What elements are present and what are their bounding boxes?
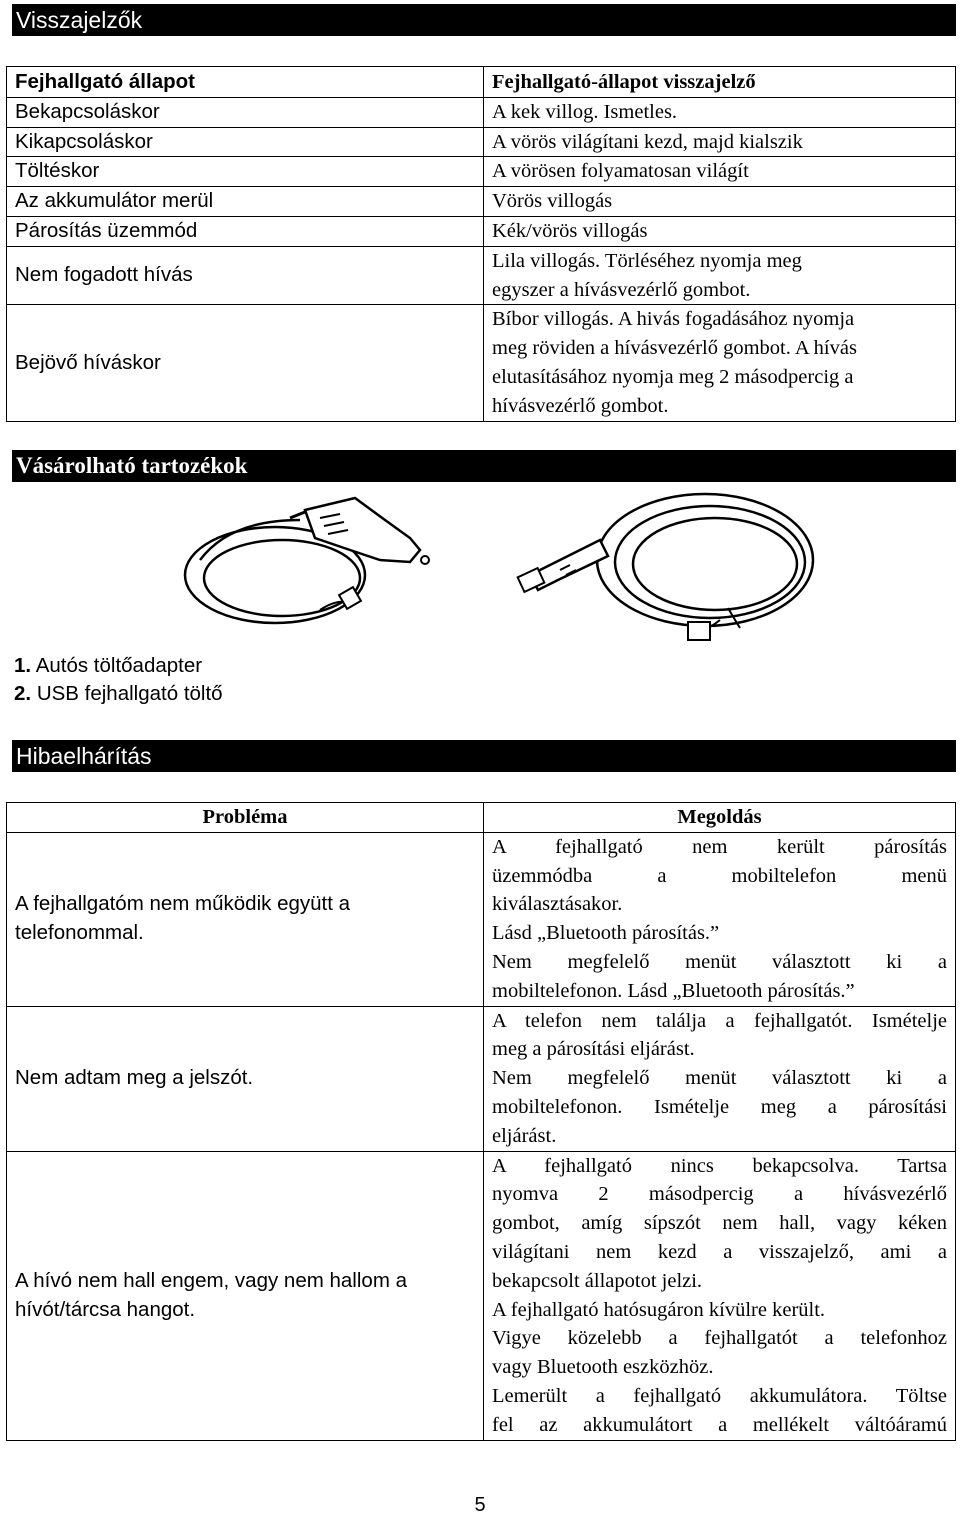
table-row	[7, 97, 956, 127]
solution-text-line: gombot, amíg sípszót nem hall, vagy kéken	[492, 1212, 947, 1235]
solution-text-line: meg a párosítási eljárást.	[492, 1038, 695, 1061]
solution-text-line: A fejhallgató hatósugáron kívülre került.	[492, 1298, 826, 1321]
table-header-solution: Megoldás	[484, 803, 956, 833]
indicator-text-line: Vörös villogás	[492, 190, 613, 213]
accessory-item: 1. Autós töltőadapter	[14, 654, 203, 677]
status-indicator-cell	[484, 157, 956, 187]
status-indicator-cell	[484, 246, 956, 305]
indicator-text-line: Kék/vörös villogás	[492, 219, 648, 242]
indicator-text-line: egyszer a hívásvezérlő gombot.	[492, 278, 751, 301]
accessories-list	[14, 652, 223, 708]
solution-text-line: A telefon nem találja a fejhallgatót. Ismételje	[492, 1009, 947, 1032]
solution-text-line: bekapcsolt állapotot jelzi.	[492, 1269, 703, 1292]
table-header-problem: Probléma	[7, 803, 484, 833]
indicator-status-table	[6, 66, 956, 422]
indicator-text-line: meg röviden a hívásvezérlő gombot. A hívás	[492, 337, 857, 360]
status-state-cell: Töltéskor	[7, 157, 484, 187]
indicator-text-line: A kek villog. Ismetles.	[492, 100, 678, 123]
section-title-troubleshooting: Hibaelhárítás	[12, 740, 956, 772]
status-state-cell: Párosítás üzemmód	[7, 216, 484, 246]
solution-text-line: kiválasztásakor.	[492, 893, 623, 916]
solution-text-line: nyomva 2 másodpercig a hívásvezérlő	[492, 1183, 947, 1206]
solution-text-line: mobiltelefonon. Lásd „Bluetooth párosítás.”	[492, 979, 855, 1002]
indicator-text-line: hívásvezérlő gombot.	[492, 394, 669, 417]
solution-cell	[484, 1006, 956, 1151]
solution-text-line: vagy Bluetooth eszközhöz.	[492, 1356, 714, 1379]
solution-text-line: világítani nem kezd a visszajelző, ami a	[492, 1240, 947, 1263]
solution-text-line: Lásd „Bluetooth párosítás.”	[492, 922, 720, 945]
status-indicator-cell	[484, 216, 956, 246]
table-row	[7, 157, 956, 187]
table-row	[7, 305, 956, 421]
table-header-row	[7, 67, 956, 98]
problem-cell	[7, 1151, 484, 1440]
solution-text-line: Nem megfelelő menüt választott ki a	[492, 950, 947, 973]
status-state-cell: Nem fogadott hívás	[7, 246, 484, 305]
table-header-indicator: Fejhallgató-állapot visszajelző	[484, 67, 956, 98]
problem-text-line: A fejhallgatóm nem működik együtt a	[15, 892, 351, 916]
page-number: 5	[474, 1494, 486, 1516]
table-row	[7, 127, 956, 157]
table-row	[7, 832, 956, 1006]
table-header-state: Fejhallgató állapot	[7, 67, 484, 98]
section-title-accessories: Vásárolható tartozékok	[12, 450, 956, 482]
problem-text-line: A hívó nem hall engem, vagy nem hallom a	[15, 1268, 407, 1292]
car-charger-adapter-image	[170, 490, 440, 640]
table-row	[7, 246, 956, 305]
problem-text-line: Nem adtam meg a jelszót.	[15, 1066, 254, 1090]
solution-text-line: fel az akkumulátort a mellékelt váltóáramú	[492, 1413, 947, 1436]
indicator-text-line: Bíbor villogás. A hivás fogadásához nyomja	[492, 308, 855, 331]
indicator-text-line: elutasításához nyomja meg 2 másodpercig a	[492, 365, 854, 388]
status-indicator-cell	[484, 97, 956, 127]
status-state-cell: Bejövő híváskor	[7, 305, 484, 421]
status-indicator-cell	[484, 187, 956, 217]
indicator-text-line: A vörös világítani kezd, majd kialszik	[492, 130, 803, 153]
solution-text-line: Vigye közelebb a fejhallgatót a telefonhoz	[492, 1327, 947, 1350]
problem-text-line: hívót/tárcsa hangot.	[15, 1297, 196, 1321]
status-state-cell: Bekapcsoláskor	[7, 97, 484, 127]
table-header-row	[7, 803, 956, 833]
status-state-cell: Az akkumulátor merül	[7, 187, 484, 217]
indicator-text-line: A vörösen folyamatosan világít	[492, 160, 749, 183]
problem-cell	[7, 832, 484, 1006]
problem-text-line: telefonommal.	[15, 921, 144, 945]
table-row	[7, 1151, 956, 1440]
solution-text-line: Lemerült a fejhallgató akkumulátora. Töltse	[492, 1384, 947, 1407]
solution-text-line: Nem megfelelő menüt választott ki a	[492, 1067, 947, 1090]
solution-text-line: mobiltelefonon. Ismételje meg a párosítási	[492, 1095, 947, 1118]
table-row	[7, 1006, 956, 1151]
troubleshooting-table	[6, 802, 956, 1441]
table-row	[7, 216, 956, 246]
status-state-cell: Kikapcsoláskor	[7, 127, 484, 157]
solution-cell	[484, 1151, 956, 1440]
section-title-indicators: Visszajelzők	[12, 4, 956, 36]
accessory-item: 2. USB fejhallgató töltő	[14, 682, 223, 705]
usb-headset-charger-image	[510, 480, 820, 650]
status-indicator-cell	[484, 305, 956, 421]
table-row	[7, 187, 956, 217]
solution-text-line: A fejhallgató nem került párosítás	[492, 835, 947, 858]
solution-cell	[484, 832, 956, 1006]
solution-text-line: üzemmódba a mobiltelefon menü	[492, 864, 947, 887]
problem-cell	[7, 1006, 484, 1151]
solution-text-line: A fejhallgató nincs bekapcsolva. Tartsa	[492, 1154, 947, 1177]
solution-text-line: eljárást.	[492, 1124, 557, 1147]
status-indicator-cell	[484, 127, 956, 157]
indicator-text-line: Lila villogás. Törléséhez nyomja meg	[492, 249, 802, 272]
